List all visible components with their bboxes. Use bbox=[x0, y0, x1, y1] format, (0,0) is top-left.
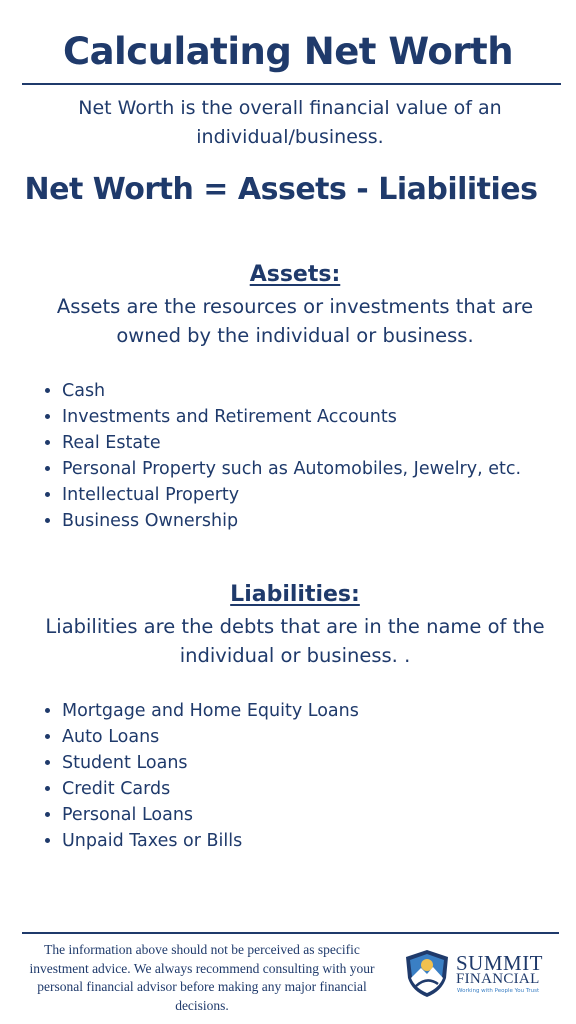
logo-name-line1: SUMMIT bbox=[456, 951, 544, 975]
list-item: • Investments and Retirement Accounts bbox=[62, 404, 576, 430]
list-item: • Personal Property such as Automobiles, Jewelry, etc. bbox=[62, 456, 576, 482]
disclaimer-text: The information above should not be perceived as specific investment advice. We always recommend consulting with your personal financial advisor before making any major financial decisions. bbox=[29, 942, 375, 1013]
list-item: • Personal Loans bbox=[62, 802, 576, 828]
liabilities-heading: Liabilities: bbox=[230, 582, 360, 607]
mountain-shield-icon bbox=[402, 948, 452, 998]
list-item: • Cash bbox=[62, 378, 576, 404]
list-item: • Auto Loans bbox=[62, 724, 576, 750]
list-item: • Intellectual Property bbox=[62, 482, 576, 508]
list-item: • Business Ownership bbox=[62, 508, 576, 534]
net-worth-formula: Net Worth = Assets - Liabilities bbox=[24, 172, 538, 207]
company-logo bbox=[402, 948, 562, 1000]
footer-divider bbox=[22, 932, 559, 934]
assets-heading: Assets: bbox=[249, 262, 341, 287]
list-item: • Credit Cards bbox=[62, 776, 576, 802]
list-item: • Real Estate bbox=[62, 430, 576, 456]
list-item: • Student Loans bbox=[62, 750, 576, 776]
title-divider bbox=[22, 83, 561, 85]
logo-name-line2: FINANCIAL bbox=[456, 971, 540, 987]
page-title: Calculating Net Worth bbox=[62, 30, 514, 73]
assets-list bbox=[40, 378, 576, 534]
logo-tagline: Working with People You Trust bbox=[457, 988, 540, 994]
list-item: • Unpaid Taxes or Bills bbox=[62, 828, 576, 854]
liabilities-description: Liabilities are the debts that are in the name of the individual or business. . bbox=[45, 615, 545, 667]
assets-description: Assets are the resources or investments that are owned by the individual or business. bbox=[56, 295, 534, 347]
list-item: • Mortgage and Home Equity Loans bbox=[62, 698, 576, 724]
intro-text: Net Worth is the overall financial value of an individual/business. bbox=[78, 97, 502, 148]
liabilities-list bbox=[40, 698, 576, 854]
